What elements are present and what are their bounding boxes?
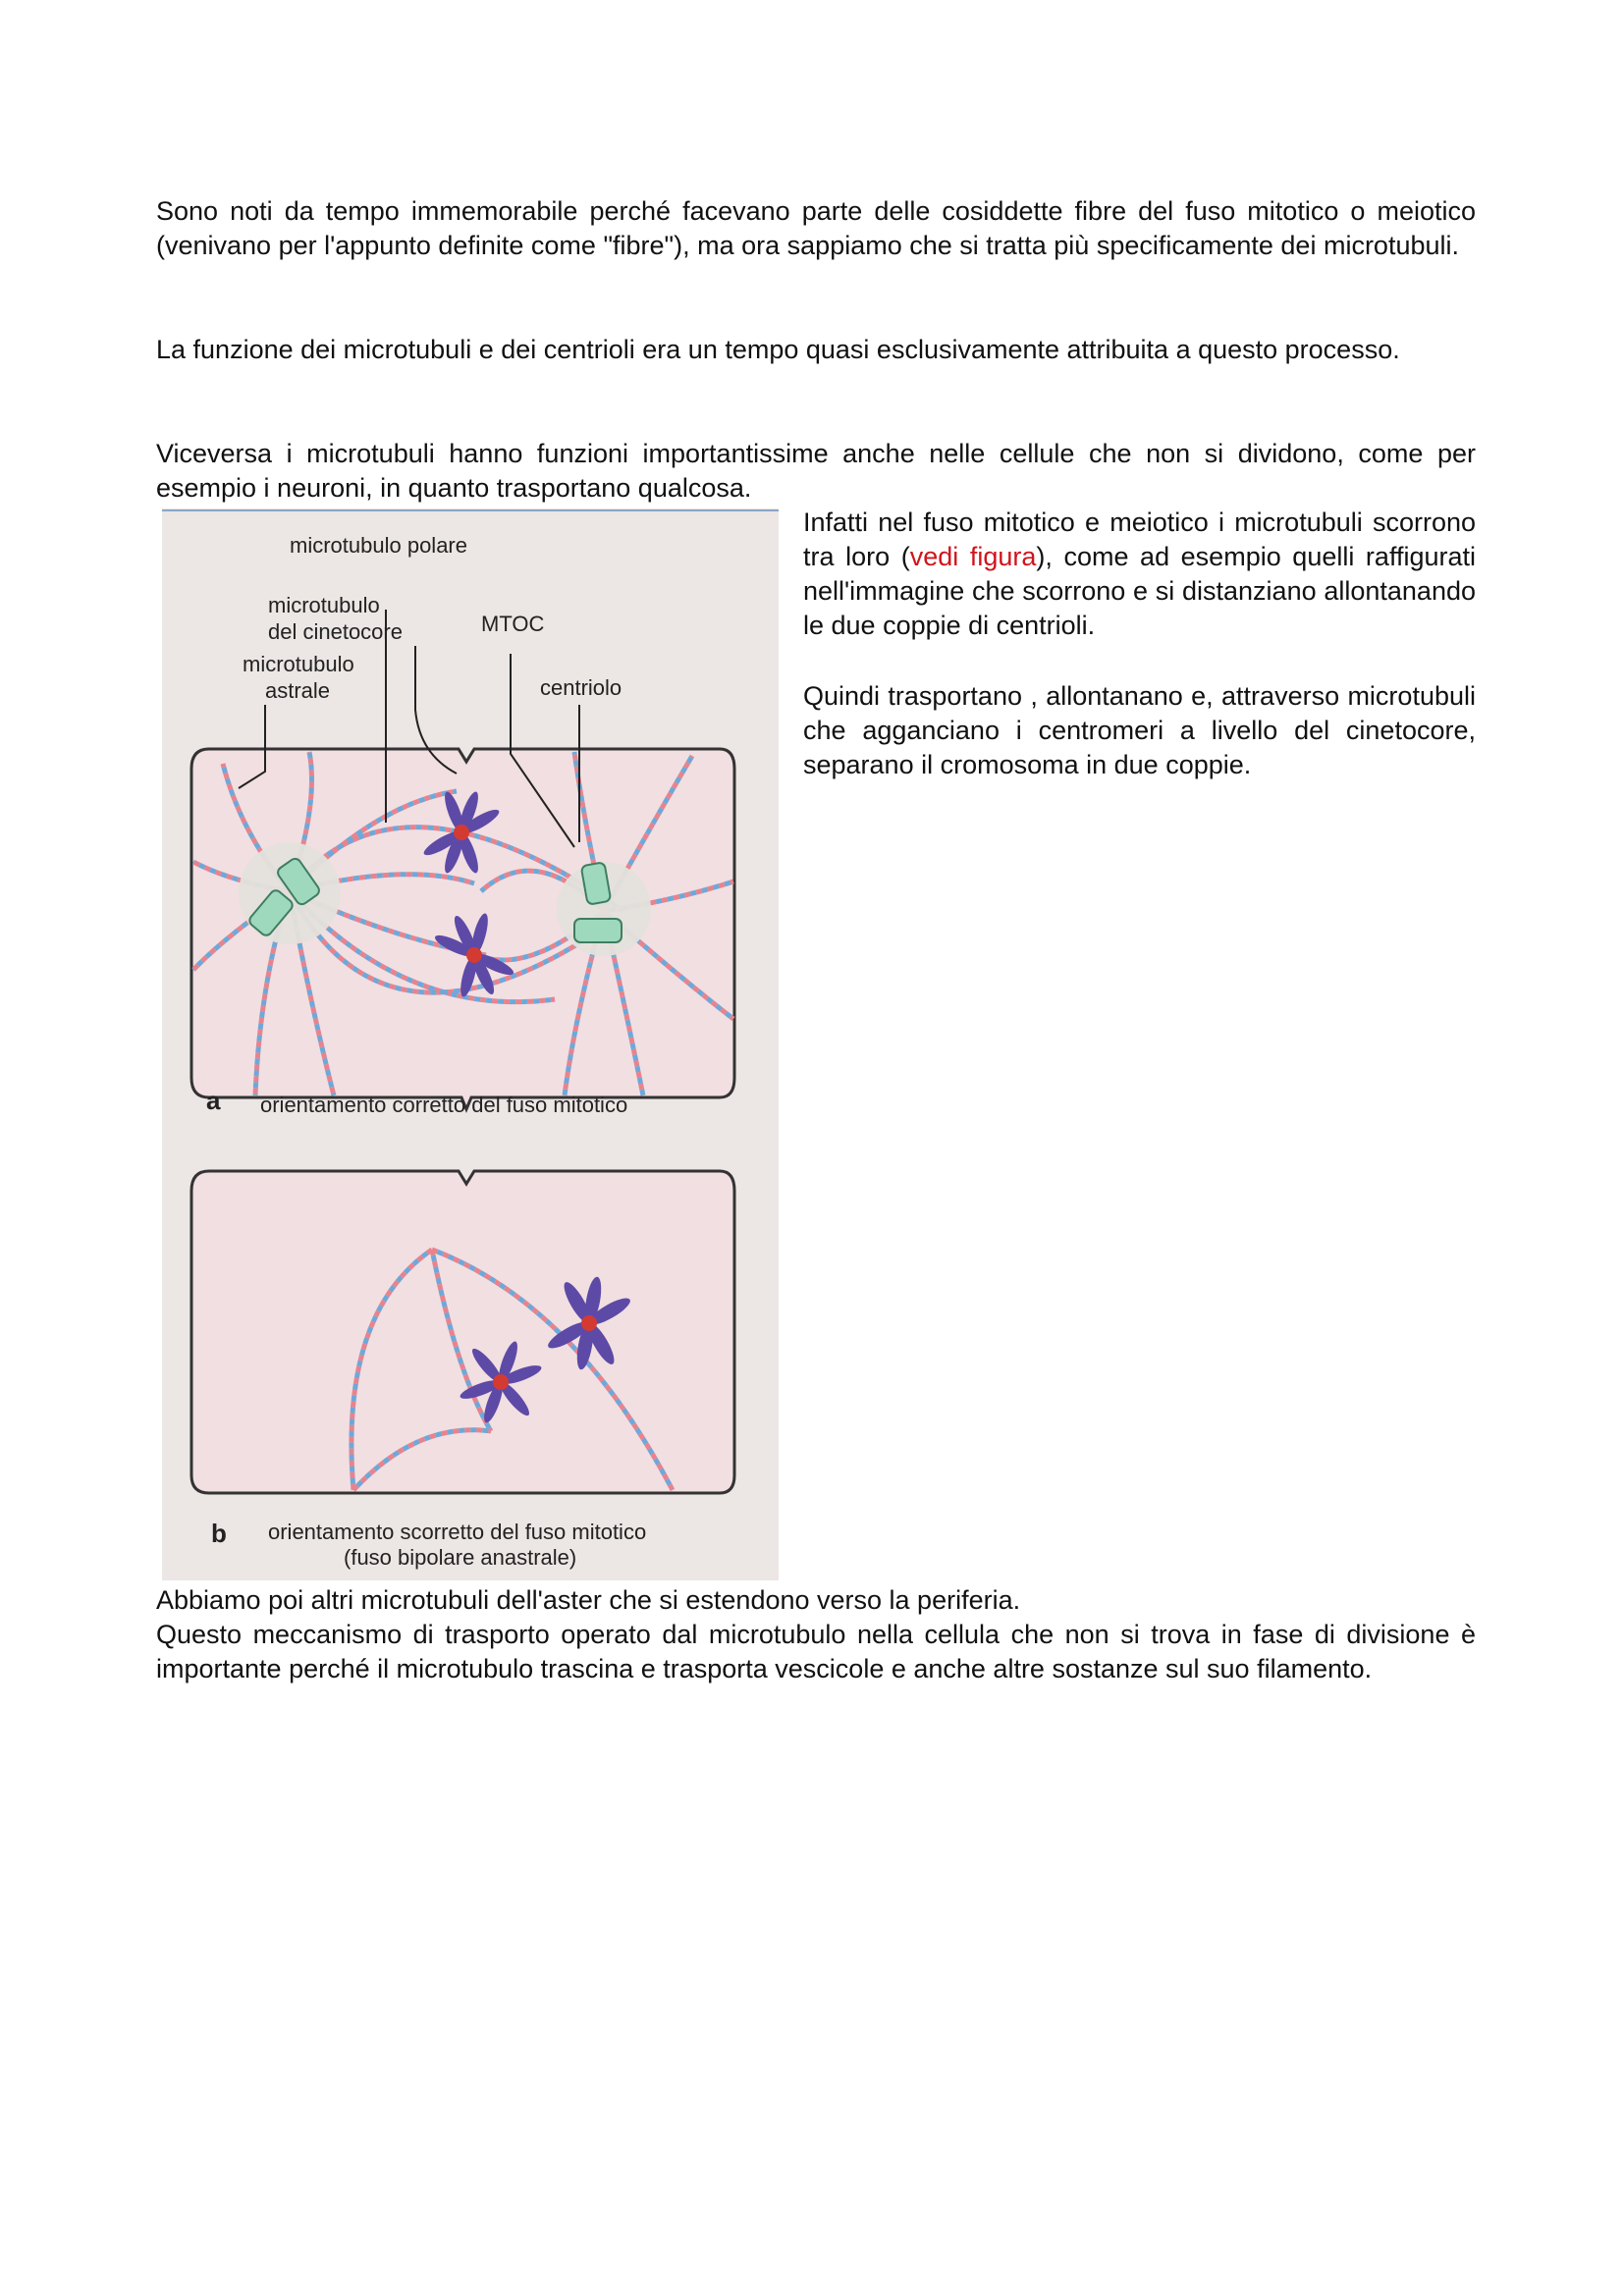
label-cinetocore-2: del cinetocore [268, 619, 403, 644]
panel-a-caption: orientamento corretto del fuso mitotico [260, 1093, 628, 1117]
paragraph-trasportano: Quindi trasportano , allontanano e, attraverso microtubuli che agganciano i centromeri a livello del cinetocore, separano il cromosoma in due coppie. [803, 681, 1476, 779]
paragraph-aster: Abbiamo poi altri microtubuli dell'aster che si estendono verso la periferia. [156, 1585, 1021, 1615]
paragraph-fuso-mitotico [803, 506, 1476, 643]
panel-b-caption-1: orientamento scorretto del fuso mitotico [268, 1520, 647, 1544]
vedi-figura-link[interactable]: vedi figura [909, 542, 1037, 571]
label-cinetocore-1: microtubulo [268, 593, 380, 617]
paragraph-trasporto: Questo meccanismo di trasporto operato dal microtubulo nella cellula che non si trova in fase di divisione è importante perché il microtubulo trascina e trasporta vescicole e anche altre sostanze sul suo filamento. [156, 1620, 1476, 1683]
panel-b-caption-2: (fuso bipolare anastrale) [344, 1545, 577, 1570]
paragraph-fibre: Sono noti da tempo immemorabile perché facevano parte delle cosiddette fibre del fuso mitotico o meiotico (venivano per l'appunto definite come "fibre"), ma ora sappiamo che si tratta più specificamente dei microtubuli. [156, 196, 1476, 260]
label-microtubulo-polare: microtubulo polare [290, 533, 467, 558]
centrosome-left [239, 842, 341, 944]
label-mtoc: MTOC [481, 612, 545, 636]
label-centriolo: centriolo [540, 675, 622, 700]
mitotic-spindle-figure [162, 508, 779, 1580]
side-text-after: ), come ad esempio quelli raffigurati nell'immagine che scorrono e si distanziano allontanando le due coppie di centrioli. [803, 542, 1476, 640]
cell-outline-b [191, 1171, 734, 1493]
panel-b-letter: b [211, 1519, 227, 1548]
label-astrale-2: astrale [265, 678, 331, 703]
paragraph-centrioli: La funzione dei microtubuli e dei centrioli era un tempo quasi esclusivamente attribuita a questo processo. [156, 335, 1400, 364]
paragraph-neuroni: Viceversa i microtubuli hanno funzioni importantissime anche nelle cellule che non si dividono, come per esempio i neuroni, in quanto trasportano qualcosa. [156, 439, 1476, 503]
label-astrale-1: microtubulo [243, 652, 354, 676]
side-text-before: Infatti nel fuso mitotico e meiotico i microtubuli scorrono tra loro ( [803, 507, 1476, 571]
panel-a-letter: a [206, 1086, 221, 1115]
